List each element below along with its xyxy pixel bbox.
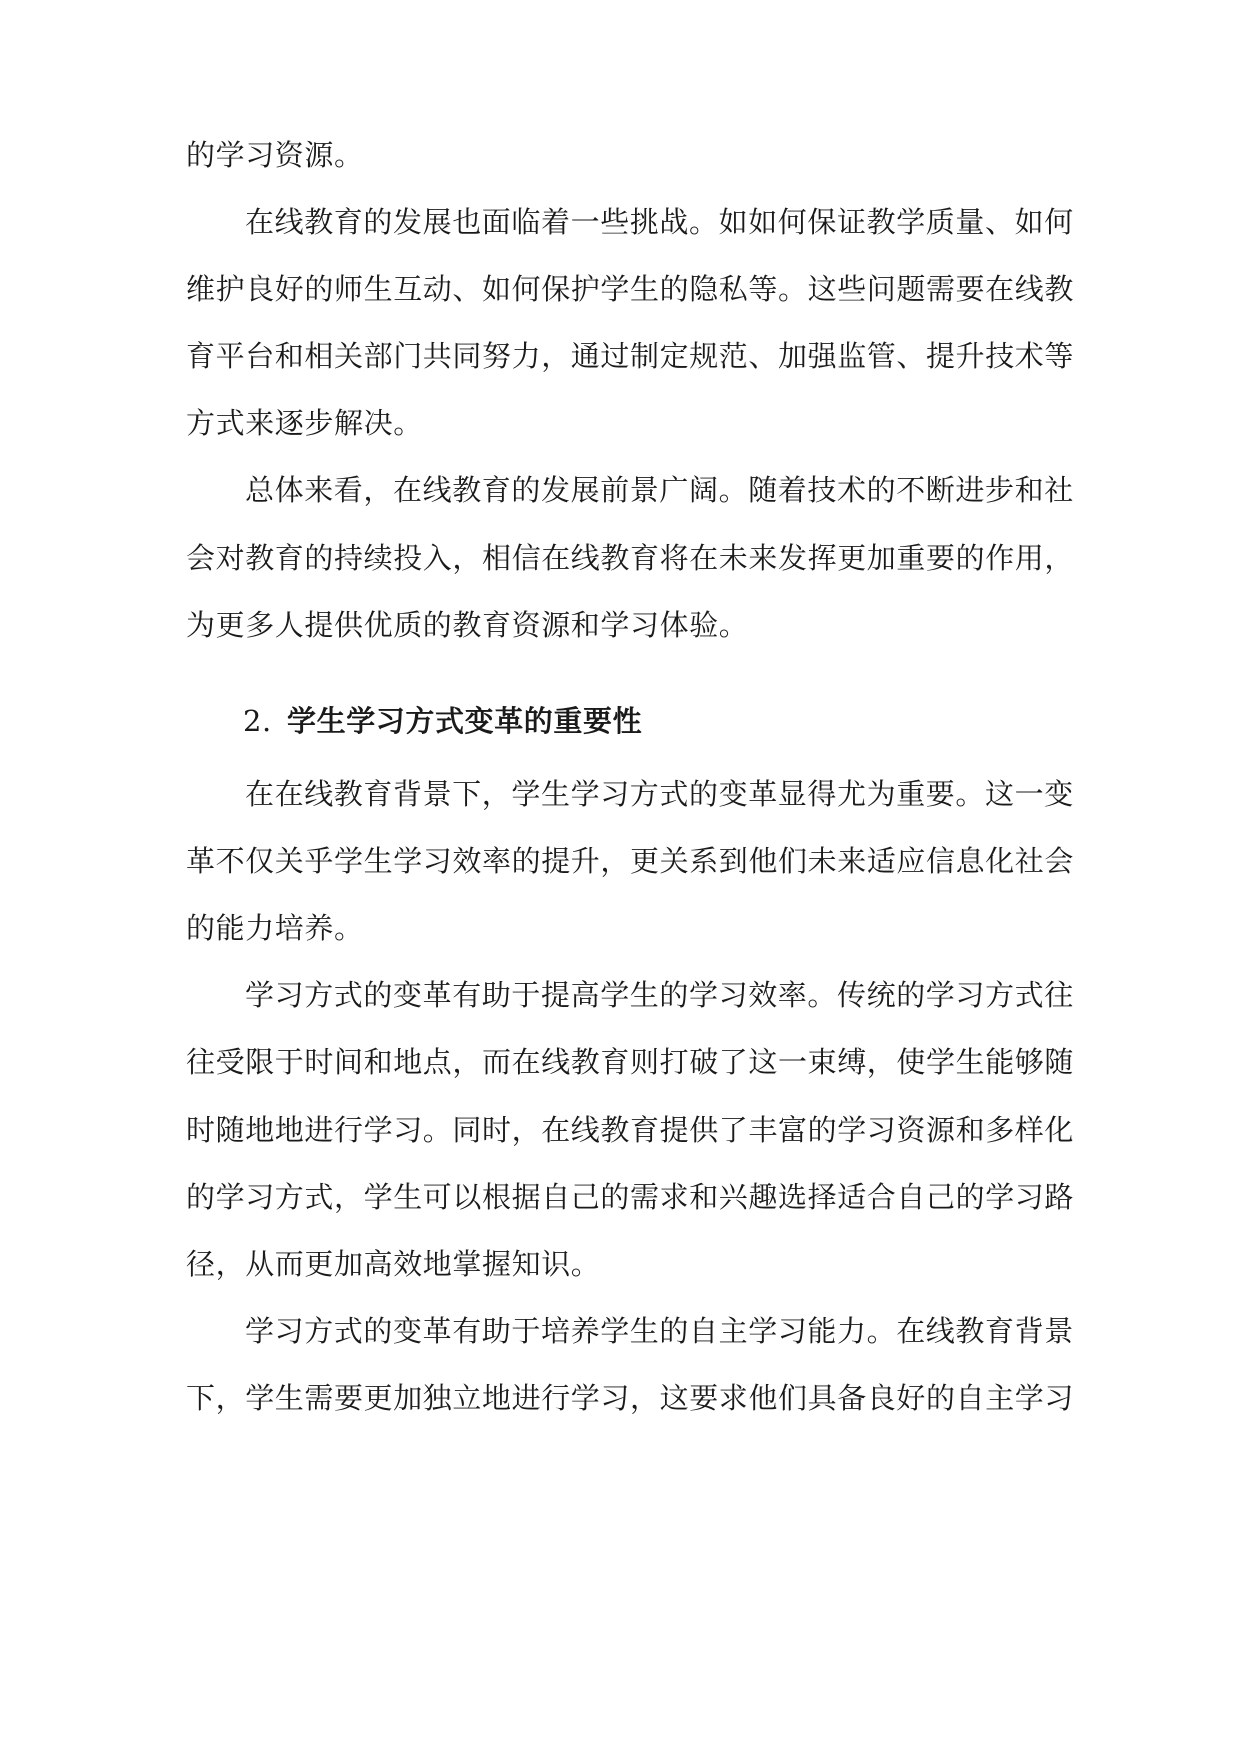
paragraph-line: 下，学生需要更加独立地进行学习，这要求他们具备良好的自主学习 bbox=[186, 1381, 1075, 1415]
paragraph-line: 方式来逐步解决。 bbox=[186, 406, 423, 440]
paragraph-line: 育平台和相关部门共同努力，通过制定规范、加强监管、提升技术等 bbox=[186, 339, 1075, 373]
paragraph-line: 在在线教育背景下，学生学习方式的变革显得尤为重要。这一变 bbox=[245, 777, 1074, 811]
section-heading bbox=[243, 701, 1123, 741]
paragraph-line: 会对教育的持续投入，相信在线教育将在未来发挥更加重要的作用， bbox=[186, 541, 1075, 575]
paragraph-line: 革不仅关乎学生学习效率的提升，更关系到他们未来适应信息化社会 bbox=[186, 844, 1075, 878]
paragraph-line: 在线教育的发展也面临着一些挑战。如如何保证教学质量、如何 bbox=[245, 205, 1074, 239]
paragraph-line: 维护良好的师生互动、如何保护学生的隐私等。这些问题需要在线教 bbox=[186, 272, 1075, 306]
paragraph-line: 总体来看，在线教育的发展前景广阔。随着技术的不断进步和社 bbox=[245, 473, 1074, 507]
paragraph-line: 学习方式的变革有助于提高学生的学习效率。传统的学习方式往 bbox=[245, 978, 1074, 1012]
section-number: 2. bbox=[243, 704, 272, 738]
paragraph-line: 的学习资源。 bbox=[186, 138, 364, 172]
paragraph-line: 的能力培养。 bbox=[186, 911, 364, 945]
paragraph-line: 时随地地进行学习。同时，在线教育提供了丰富的学习资源和多样化 bbox=[186, 1113, 1075, 1147]
paragraph-line: 学习方式的变革有助于培养学生的自主学习能力。在线教育背景 bbox=[245, 1314, 1074, 1348]
paragraph-line: 往受限于时间和地点，而在线教育则打破了这一束缚，使学生能够随 bbox=[186, 1045, 1075, 1079]
paragraph-line: 为更多人提供优质的教育资源和学习体验。 bbox=[186, 608, 749, 642]
section-title: 学生学习方式变革的重要性 bbox=[287, 704, 643, 738]
paragraph-line: 的学习方式，学生可以根据自己的需求和兴趣选择适合自己的学习路 bbox=[186, 1180, 1075, 1214]
paragraph-line: 径，从而更加高效地掌握知识。 bbox=[186, 1247, 601, 1281]
